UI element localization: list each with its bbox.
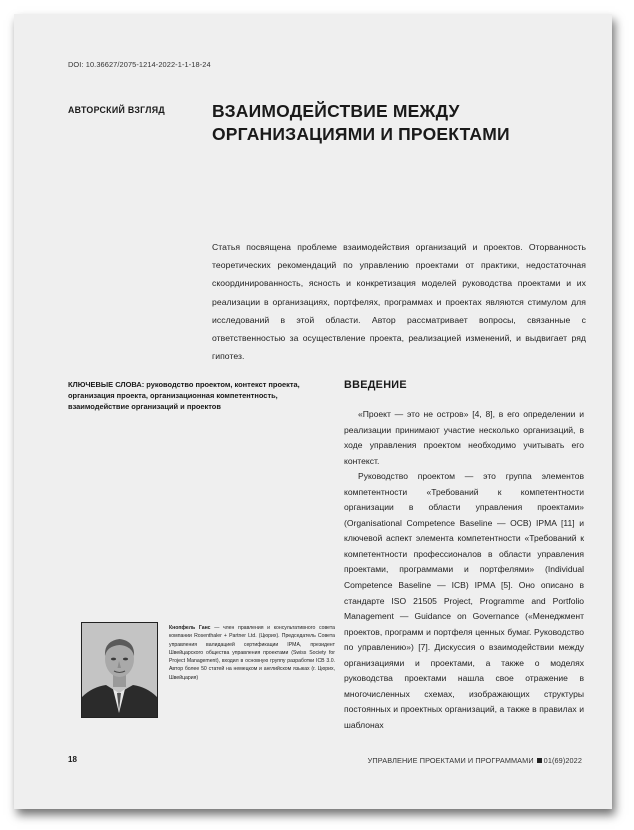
article-title: ВЗАИМОДЕЙСТВИЕ МЕЖДУ ОРГАНИЗАЦИЯМИ И ПРОЕКТАМИ [212, 101, 510, 144]
author-photo [81, 622, 158, 718]
paragraph: «Проект — это не остров» [4, 8], в его определении и реализации принимают участие несколько организаций, в ходе управления проектом необходимо учитывать его контекст. [344, 409, 584, 466]
journal-footer [368, 756, 582, 765]
doi-text: DOI: 10.36627/2075-1214-2022-1-1-18-24 [68, 60, 211, 69]
journal-page [14, 14, 612, 809]
intro-heading: ВВЕДЕНИЕ [344, 379, 407, 391]
page-number: 18 [68, 755, 77, 764]
abstract: Статья посвящена проблеме взаимодействия организаций и проектов. Оторванность теоретических рекомендаций по управлению проектами от практики, недостаточная скоординированность, ясность и конкретизация моделей руководства проектами и их реализации в организациях, портфелях, программах и проектах являются стимулом для исследований в этой области. Автор рассматривает вопросы, связанные с ответственностью за осуществление проекта, реализацией изменений, и выдвигает ряд гипотез. [212, 242, 586, 362]
section-label: АВТОРСКИЙ ВЗГЛЯД [68, 105, 165, 115]
paragraph: Руководство проектом — это группа элементов компетентности «Требований к компетентности организации в области управления проектами» (Organisational Competence Baseline — OCB) IPMA [11] и ключевой аспект элемента компетентности «Требований к компетентности профессионалов в области управления проектами, программами и портфелями» (Individual Competence Baseline — ICB) IPMA [5]. Оно описано в стандарте ISO 21505 Project, Programme and Portfolio Management — Guidance on Governance («Менеджмент проектов, программ и портфеля ценных бумаг. Руководство по управлению») [7]. Дискуссия о взаимодействии между организациями и проектами, а также о моделях руководства проектами нашла свое отражение в многочисленных схемах, изображающих структуры постоянных и проектных организаций, а также в правилах и шаблонах [344, 471, 584, 730]
square-bullet-icon [537, 758, 542, 763]
journal-issue: 01(69)2022 [543, 756, 582, 765]
body-text [344, 407, 584, 733]
author-name: Кнопфель Ганс [169, 625, 211, 631]
journal-name: УПРАВЛЕНИЕ ПРОЕКТАМИ И ПРОГРАММАМИ [367, 756, 534, 765]
keywords: КЛЮЧЕВЫЕ СЛОВА: руководство проектом, контекст проекта, организация проекта, организационная компетентность, взаимодействие организаций и проектов [68, 380, 300, 411]
author-bio [169, 624, 335, 682]
author-bio-text: — член правления и консультативного совета компании Rosenthaler + Partner Ltd. (Цюрих). Председатель Совета управления валидацией сертификации IPMA, президент Швейцарского общества управления проектами (Swiss Society for Project Management), входил в основную группу разработки ICB 3.0. Автор более 50 статей на немецком и английском языках (г. Цюрих, Швейцария) [169, 625, 335, 681]
author-portrait-icon [82, 623, 157, 717]
